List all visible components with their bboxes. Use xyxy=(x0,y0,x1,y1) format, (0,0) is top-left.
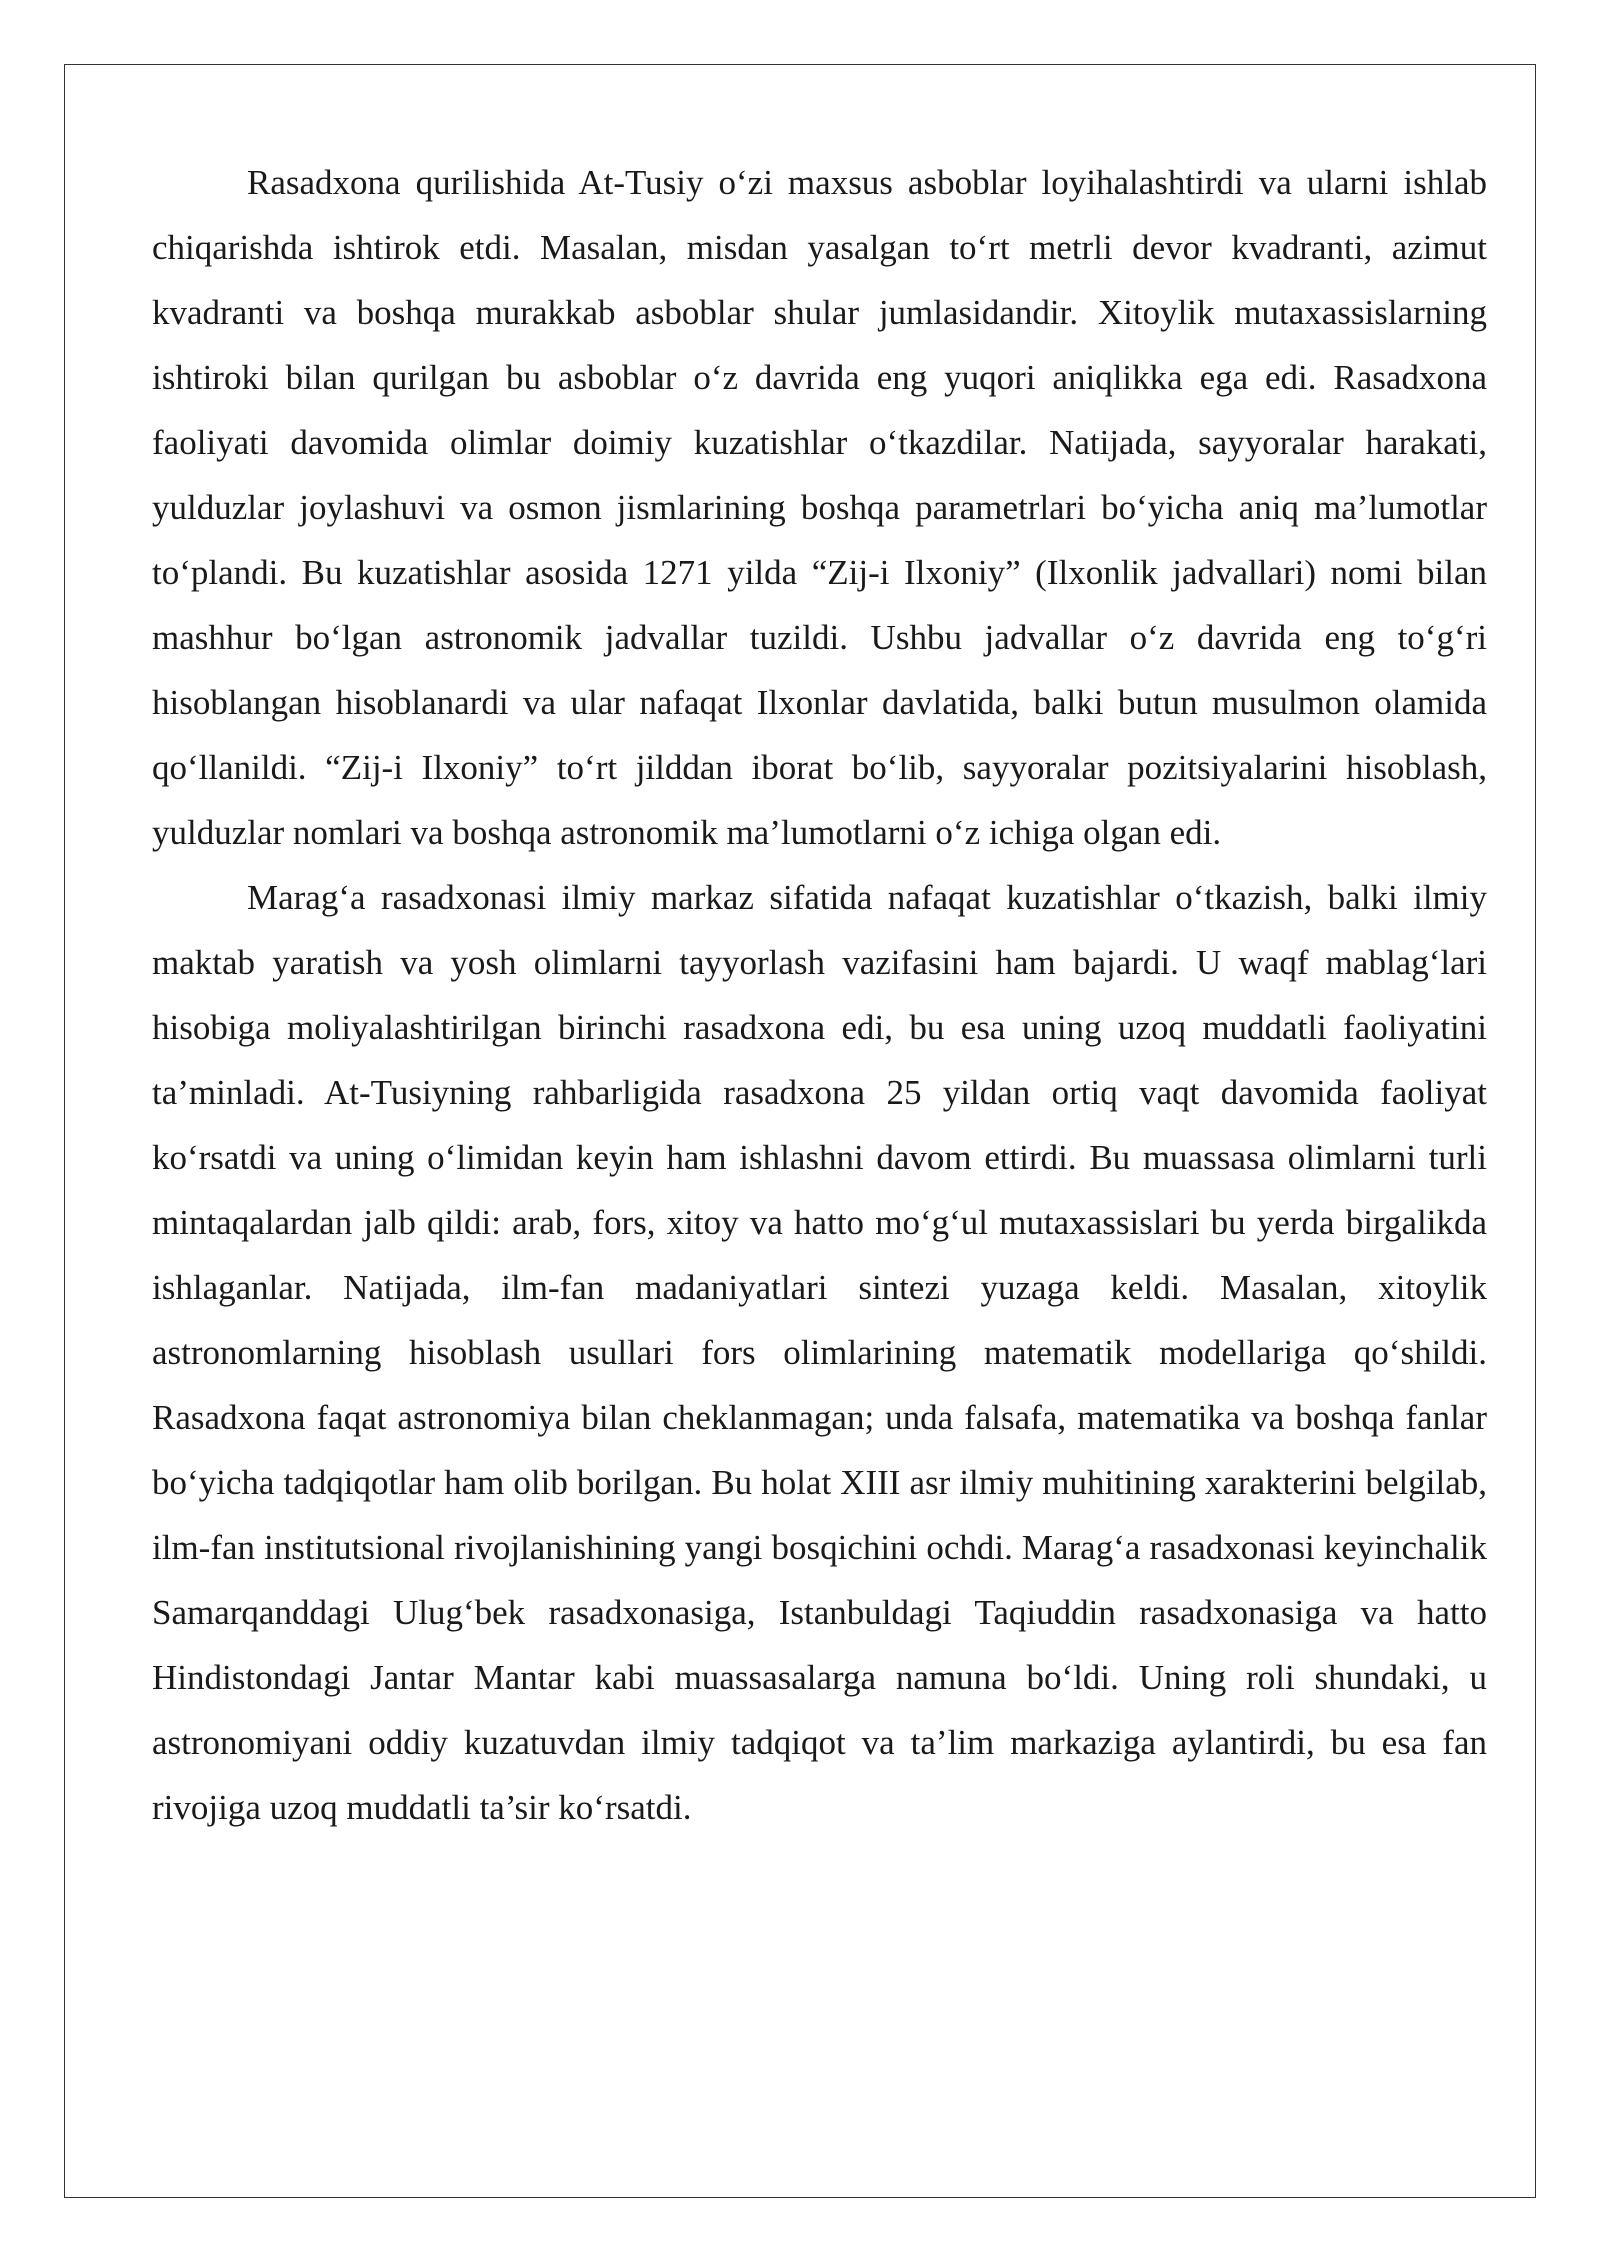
paragraph-1: Rasadxona qurilishida At-Tusiy o‘zi maxsus asboblar loyihalashtirdi va ularni ishlab chiqarishda ishtirok etdi. Masalan, misdan yasalgan to‘rt metrli devor kvadranti, azimut kvadranti va boshqa murakkab asboblar shular jumlasidandir. Xitoylik mutaxassislarning ishtiroki bilan qurilgan bu asboblar o‘z davrida eng yuqori aniqlikka ega edi. Rasadxona faoliyati davomida olimlar doimiy kuzatishlar o‘tkazdilar. Natijada, sayyoralar harakati, yulduzlar joylashuvi va osmon jismlarining boshqa parametrlari bo‘yicha aniq ma’lumotlar to‘plandi. Bu kuzatishlar asosida 1271 yilda “Zij-i Ilxoniy” (Ilxonlik jadvallari) nomi bilan mashhur bo‘lgan astronomik jadvallar tuzildi. Ushbu jadvallar o‘z davrida eng to‘g‘ri hisoblangan hisoblanardi va ular nafaqat Ilxonlar davlatida, balki butun musulmon olamida qo‘llanildi. “Zij-i Ilxoniy” to‘rt jilddan iborat bo‘lib, sayyoralar pozitsiyalarini hisoblash, yulduzlar nomlari va boshqa astronomik ma’lumotlarni o‘z ichiga olgan edi. xyxy=(152,163,1487,852)
paragraph-2: Marag‘a rasadxonasi ilmiy markaz sifatida nafaqat kuzatishlar o‘tkazish, balki ilmiy maktab yaratish va yosh olimlarni tayyorlash vazifasini ham bajardi. U waqf mablag‘lari hisobiga moliyalashtirilgan birinchi rasadxona edi, bu esa uning uzoq muddatli faoliyatini ta’minladi. At-Tusiyning rahbarligida rasadxona 25 yildan ortiq vaqt davomida faoliyat ko‘rsatdi va uning o‘limidan keyin ham ishlashni davom ettirdi. Bu muassasa olimlarni turli mintaqalardan jalb qildi: arab, fors, xitoy va hatto mo‘g‘ul mutaxassislari bu yerda birgalikda ishlaganlar. Natijada, ilm-fan madaniyatlari sintezi yuzaga keldi. Masalan, xitoylik astronomlarning hisoblash usullari fors olimlarining matematik modellariga qo‘shildi. Rasadxona faqat astronomiya bilan cheklanmagan; unda falsafa, matematika va boshqa fanlar bo‘yicha tadqiqotlar ham olib borilgan. Bu holat XIII asr ilmiy muhitining xarakterini belgilab, ilm-fan institutsional rivojlanishining yangi bosqichini ochdi. Marag‘a rasadxonasi keyinchalik Samarqanddagi Ulug‘bek rasadxonasiga, Istanbuldagi Taqiuddin rasadxonasiga va hatto Hindistondagi Jantar Mantar kabi muassasalarga namuna bo‘ldi. Uning roli shundaki, u astronomiyani oddiy kuzatuvdan ilmiy tadqiqot va ta’lim markaziga aylantirdi, bu esa fan rivojiga uzoq muddatli ta’sir ko‘rsatdi. xyxy=(152,878,1487,1827)
document-body xyxy=(152,150,1487,1840)
